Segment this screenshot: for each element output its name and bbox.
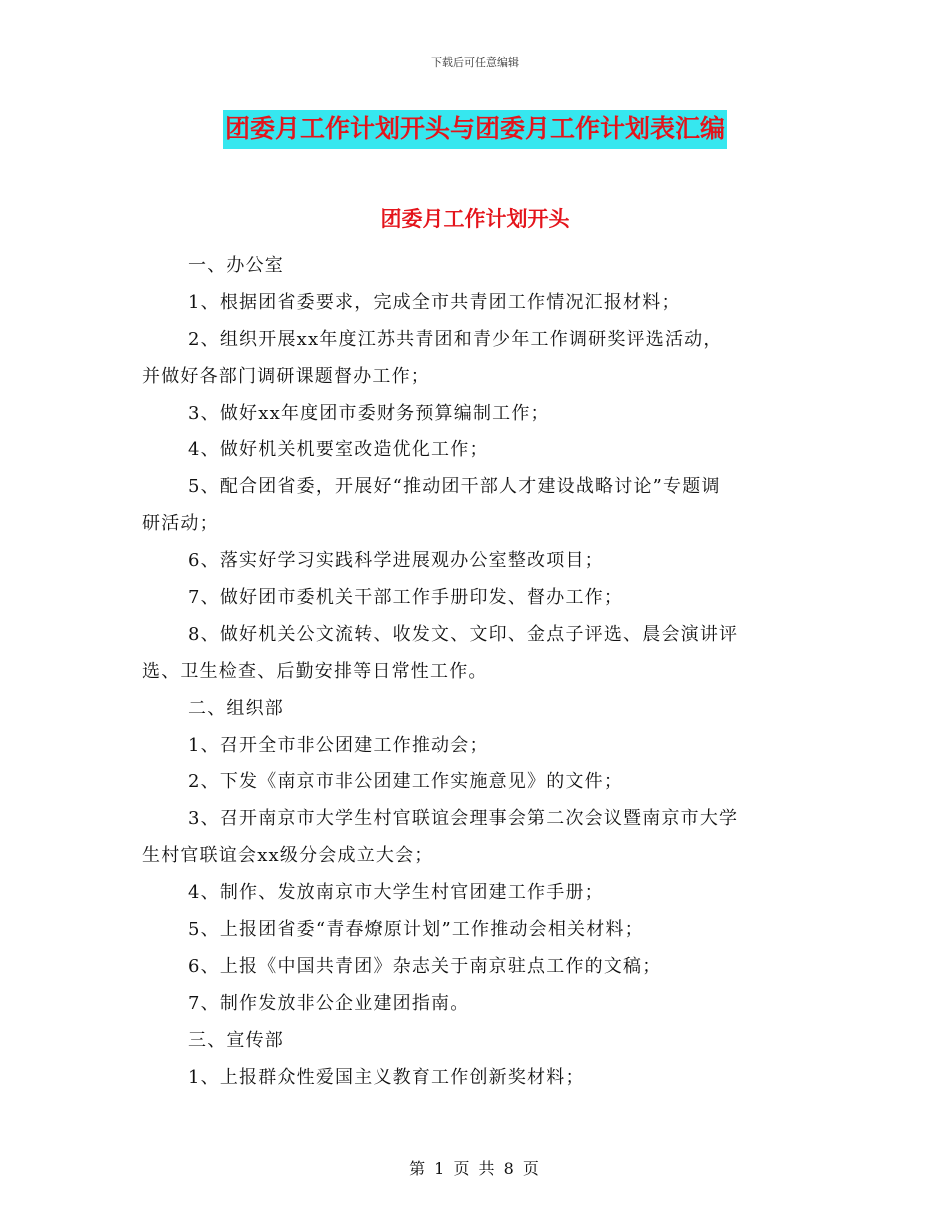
body-line: 2、下发《南京市非公团建工作实施意见》的文件； [188,771,624,793]
body-line: 一、办公室 [188,255,284,276]
section-title: 团委月工作计划开头 [380,207,570,231]
body-line: 1、上报群众性爱国主义教育工作创新奖材料； [188,1066,585,1088]
body-line: 6、上报《中国共青团》杂志关于南京驻点工作的文稿； [188,955,662,977]
body-line: 2、组织开展xx年度江苏共青团和青少年工作调研奖评选活动， [188,328,723,350]
body-line: 6、落实好学习实践科学进展观办公室整改项目； [188,550,604,572]
body-line: 5、配合团省委，开展好“推动团干部人才建设战略讨论”专题调 [188,476,721,498]
body-line: 8、做好机关公文流转、收发文、文印、金点子评选、晨会演讲评 [188,623,739,645]
body-line: 4、制作、发放南京市大学生村官团建工作手册； [188,882,604,904]
body-line: 选、卫生检查、后勤安排等日常性工作。 [142,660,488,682]
body-line: 1、召开全市非公团建工作推动会； [188,734,489,756]
header-note: 下载后可任意编辑 [431,56,519,69]
body-line: 1、根据团省委要求，完成全市共青团工作情况汇报材料； [188,291,681,313]
body-line: 并做好各部门调研课题督办工作； [142,365,430,387]
body-line: 7、做好团市委机关干部工作手册印发、督办工作； [188,587,624,609]
body-line: 研活动； [142,513,219,535]
page-footer: 第 1 页 共 8 页 [409,1159,541,1178]
document-title-wrapper [0,110,950,149]
body-line: 3、做好xx年度团市委财务预算编制工作； [188,402,550,424]
body-line: 7、制作发放非公企业建团指南。 [188,992,470,1014]
body-line: 二、组织部 [188,697,284,719]
body-line: 三、宣传部 [188,1029,284,1051]
body-line: 3、召开南京市大学生村官联谊会理事会第二次会议暨南京市大学 [188,808,739,830]
body-line: 5、上报团省委“青春燎原计划”工作推动会相关材料； [188,919,644,941]
body-line: 生村官联谊会xx级分会成立大会； [142,845,434,867]
document-body [142,248,810,1096]
body-line: 4、做好机关机要室改造优化工作； [188,439,489,461]
document-title: 团委月工作计划开头与团委月工作计划表汇编 [223,110,727,149]
